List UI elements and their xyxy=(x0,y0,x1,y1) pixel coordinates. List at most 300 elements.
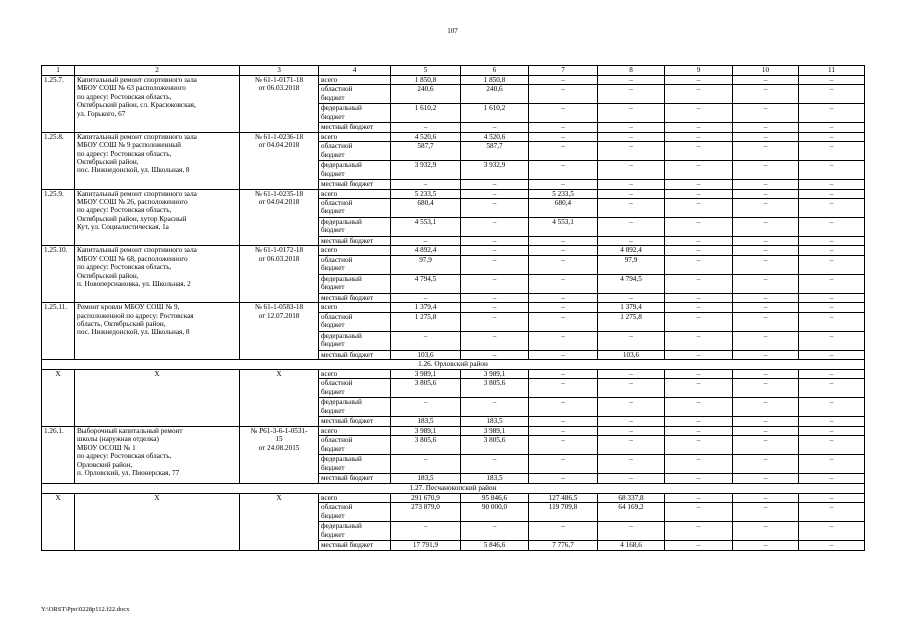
value-cell: 1 275,8 xyxy=(598,312,665,331)
value-cell: – xyxy=(598,142,665,161)
value-cell: – xyxy=(598,455,665,474)
value-cell: – xyxy=(733,370,799,379)
value-cell: – xyxy=(799,161,865,180)
value-cell: 587,7 xyxy=(391,142,461,161)
value-cell: 1 850,8 xyxy=(461,76,529,85)
value-cell: – xyxy=(733,350,799,359)
value-cell: 291 670,9 xyxy=(391,493,461,502)
budget-label: всего xyxy=(319,132,391,141)
value-cell: 4 168,6 xyxy=(598,541,665,550)
header-cell: 10 xyxy=(733,66,799,76)
table-row xyxy=(42,493,865,502)
value-cell: – xyxy=(529,85,598,104)
value-cell: – xyxy=(799,189,865,198)
value-cell: – xyxy=(733,398,799,417)
value-cell: – xyxy=(799,293,865,302)
budget-label: федеральный бюджет xyxy=(319,331,391,350)
value-cell: 4 794,5 xyxy=(598,274,665,293)
value-cell: – xyxy=(461,218,529,237)
budget-label: областной бюджет xyxy=(319,255,391,274)
header-cell: 8 xyxy=(598,66,665,76)
value-cell: – xyxy=(799,379,865,398)
value-cell: – xyxy=(665,85,733,104)
value-cell: – xyxy=(665,455,733,474)
table-row xyxy=(42,189,865,198)
value-cell: 103,6 xyxy=(391,350,461,359)
value-cell: 95 846,6 xyxy=(461,493,529,502)
value-cell: 1 379,4 xyxy=(391,303,461,312)
value-cell: – xyxy=(391,237,461,246)
item-number: 1.26.1. xyxy=(42,426,75,483)
value-cell: – xyxy=(799,199,865,218)
item-number: 1.25.9. xyxy=(42,189,75,246)
value-cell: – xyxy=(799,503,865,522)
value-cell: 240,6 xyxy=(461,85,529,104)
page-number: 107 xyxy=(447,27,458,35)
value-cell: – xyxy=(733,246,799,255)
item-number: 1.25.10. xyxy=(42,246,75,303)
budget-label: местный бюджет xyxy=(319,474,391,483)
value-cell: 183,5 xyxy=(391,417,461,426)
value-cell: – xyxy=(598,85,665,104)
value-cell: – xyxy=(461,123,529,132)
table-row xyxy=(42,303,865,312)
value-cell: – xyxy=(733,331,799,350)
value-cell: – xyxy=(665,142,733,161)
budget-label: всего xyxy=(319,189,391,198)
header-cell: 5 xyxy=(391,66,461,76)
value-cell: – xyxy=(598,132,665,141)
value-cell: – xyxy=(598,161,665,180)
value-cell: 3 989,1 xyxy=(461,426,529,435)
value-cell: – xyxy=(799,132,865,141)
budget-label: областной бюджет xyxy=(319,142,391,161)
value-cell: – xyxy=(733,293,799,302)
budget-label: федеральный бюджет xyxy=(319,104,391,123)
value-cell: – xyxy=(799,180,865,189)
value-cell: – xyxy=(665,76,733,85)
value-cell: 4 892,4 xyxy=(598,246,665,255)
value-cell: – xyxy=(733,541,799,550)
value-cell: 5 233,5 xyxy=(391,189,461,198)
value-cell: – xyxy=(799,312,865,331)
item-name: Х xyxy=(75,493,240,550)
value-cell: – xyxy=(529,312,598,331)
value-cell: – xyxy=(529,522,598,541)
value-cell: 680,4 xyxy=(529,199,598,218)
value-cell: – xyxy=(799,303,865,312)
value-cell: – xyxy=(733,85,799,104)
value-cell: – xyxy=(391,180,461,189)
budget-label: областной бюджет xyxy=(319,379,391,398)
item-document: № Р61-3-6-1-0531- 15 от 24.08.2015 xyxy=(240,426,319,483)
budget-label: всего xyxy=(319,76,391,85)
value-cell: – xyxy=(598,331,665,350)
value-cell: – xyxy=(665,474,733,483)
value-cell: 1 850,8 xyxy=(391,76,461,85)
header-cell: 11 xyxy=(799,66,865,76)
item-name: Х xyxy=(75,370,240,427)
value-cell: – xyxy=(733,180,799,189)
value-cell: – xyxy=(665,303,733,312)
item-name: Капитальный ремонт спортивного зала МБОУ СОШ № 68, расположенного по адресу: Ростовская область, Октябрьский район, п. Новоперсиановка, ул. Школьная, 2 xyxy=(75,246,240,303)
value-cell: – xyxy=(529,370,598,379)
budget-label: местный бюджет xyxy=(319,237,391,246)
value-cell: – xyxy=(733,417,799,426)
item-number: 1.25.7. xyxy=(42,76,75,133)
value-cell: – xyxy=(733,436,799,455)
value-cell: – xyxy=(665,398,733,417)
value-cell: – xyxy=(799,274,865,293)
item-name: Капитальный ремонт спортивного зала МБОУ СОШ № 63 расположенного по адресу: Ростовская область, Октябрьский район, сл. Красюковская, ул. Горького, 67 xyxy=(75,76,240,133)
value-cell: – xyxy=(598,123,665,132)
value-cell: – xyxy=(461,199,529,218)
header-row xyxy=(42,66,865,76)
value-cell: 7 776,7 xyxy=(529,541,598,550)
value-cell: 3 805,6 xyxy=(461,436,529,455)
value-cell: – xyxy=(529,379,598,398)
value-cell: – xyxy=(598,370,665,379)
value-cell: – xyxy=(391,522,461,541)
value-cell: – xyxy=(733,455,799,474)
value-cell: – xyxy=(799,436,865,455)
value-cell: – xyxy=(391,331,461,350)
value-cell: – xyxy=(598,474,665,483)
value-cell: – xyxy=(665,237,733,246)
value-cell: – xyxy=(665,522,733,541)
item-number: 1.25.8. xyxy=(42,132,75,189)
value-cell: 183,5 xyxy=(461,474,529,483)
table-row xyxy=(42,246,865,255)
value-cell: – xyxy=(799,350,865,359)
value-cell: – xyxy=(598,237,665,246)
value-cell: – xyxy=(391,398,461,417)
value-cell: 3 805,6 xyxy=(461,379,529,398)
value-cell: – xyxy=(461,237,529,246)
item-name: Выборочный капитальный ремонт школы (наружная отделка) МБОУ ОСОШ № 1 по адресу: Ростовская область, Орловский район, п. Орловский, ул. Пионерская, 77 xyxy=(75,426,240,483)
item-number: 1.25.11. xyxy=(42,303,75,360)
value-cell: – xyxy=(733,493,799,502)
value-cell: – xyxy=(665,246,733,255)
value-cell: – xyxy=(665,541,733,550)
value-cell: – xyxy=(598,189,665,198)
value-cell: – xyxy=(529,293,598,302)
table-row xyxy=(42,76,865,85)
value-cell: – xyxy=(733,522,799,541)
value-cell: – xyxy=(799,237,865,246)
value-cell: – xyxy=(598,417,665,426)
budget-label: областной бюджет xyxy=(319,199,391,218)
budget-label: федеральный бюджет xyxy=(319,218,391,237)
value-cell: 97,9 xyxy=(391,255,461,274)
value-cell: – xyxy=(598,398,665,417)
header-cell: 1 xyxy=(42,66,75,76)
value-cell: – xyxy=(529,455,598,474)
value-cell: – xyxy=(799,455,865,474)
value-cell: – xyxy=(665,180,733,189)
value-cell: – xyxy=(733,161,799,180)
value-cell: 64 169,2 xyxy=(598,503,665,522)
value-cell: – xyxy=(799,426,865,435)
budget-label: местный бюджет xyxy=(319,541,391,550)
value-cell: – xyxy=(461,522,529,541)
budget-label: местный бюджет xyxy=(319,123,391,132)
value-cell: – xyxy=(733,237,799,246)
footer-file-path: Y:\ORST\Ppo\0228p112.f22.docx xyxy=(41,606,130,613)
value-cell: – xyxy=(529,123,598,132)
value-cell: – xyxy=(529,303,598,312)
value-cell: – xyxy=(598,293,665,302)
budget-label: областной бюджет xyxy=(319,436,391,455)
budget-table xyxy=(41,65,865,551)
value-cell: 3 805,6 xyxy=(391,379,461,398)
value-cell: – xyxy=(733,142,799,161)
value-cell: 1 610,2 xyxy=(461,104,529,123)
value-cell: – xyxy=(598,522,665,541)
value-cell: – xyxy=(461,350,529,359)
value-cell: – xyxy=(799,417,865,426)
value-cell: – xyxy=(665,426,733,435)
item-number: Х xyxy=(42,493,75,550)
value-cell: 3 932,9 xyxy=(461,161,529,180)
value-cell: – xyxy=(391,293,461,302)
value-cell: – xyxy=(799,246,865,255)
value-cell: – xyxy=(665,350,733,359)
value-cell: – xyxy=(665,274,733,293)
value-cell: – xyxy=(461,293,529,302)
value-cell: – xyxy=(391,455,461,474)
budget-label: федеральный бюджет xyxy=(319,522,391,541)
budget-label: федеральный бюджет xyxy=(319,161,391,180)
item-name: Капитальный ремонт спортивного зала МБОУ СОШ № 26, расположенного по адресу: Ростовская область, Октябрьский район, хутор Красный Кут, ул. Социалистическая, 1а xyxy=(75,189,240,246)
value-cell: 183,5 xyxy=(461,417,529,426)
value-cell: – xyxy=(665,503,733,522)
value-cell: – xyxy=(529,237,598,246)
value-cell: – xyxy=(529,76,598,85)
value-cell: – xyxy=(665,417,733,426)
value-cell: – xyxy=(461,312,529,331)
item-number: Х xyxy=(42,370,75,427)
budget-label: всего xyxy=(319,246,391,255)
value-cell: – xyxy=(733,76,799,85)
value-cell: – xyxy=(733,189,799,198)
value-cell: 3 989,1 xyxy=(461,370,529,379)
value-cell: – xyxy=(461,255,529,274)
budget-label: всего xyxy=(319,493,391,502)
value-cell: – xyxy=(598,199,665,218)
value-cell: – xyxy=(733,199,799,218)
value-cell: 1 379,4 xyxy=(598,303,665,312)
value-cell: – xyxy=(529,274,598,293)
value-cell: – xyxy=(665,293,733,302)
value-cell: – xyxy=(461,274,529,293)
value-cell: – xyxy=(733,255,799,274)
value-cell: – xyxy=(665,312,733,331)
value-cell: 3 989,1 xyxy=(391,426,461,435)
value-cell: – xyxy=(665,436,733,455)
value-cell: – xyxy=(529,142,598,161)
budget-label: местный бюджет xyxy=(319,350,391,359)
value-cell: – xyxy=(529,161,598,180)
value-cell: – xyxy=(598,180,665,189)
item-document: № 61-1-0172-18 от 06.03.2018 xyxy=(240,246,319,303)
value-cell: – xyxy=(733,104,799,123)
value-cell: – xyxy=(665,218,733,237)
budget-label: областной бюджет xyxy=(319,85,391,104)
value-cell: – xyxy=(733,426,799,435)
value-cell: – xyxy=(799,474,865,483)
value-cell: – xyxy=(799,331,865,350)
value-cell: – xyxy=(598,379,665,398)
value-cell: – xyxy=(665,370,733,379)
value-cell: 3 932,9 xyxy=(391,161,461,180)
value-cell: – xyxy=(529,132,598,141)
value-cell: 587,7 xyxy=(461,142,529,161)
value-cell: – xyxy=(665,189,733,198)
value-cell: 90 000,0 xyxy=(461,503,529,522)
value-cell: 4 892,4 xyxy=(391,246,461,255)
value-cell: – xyxy=(461,398,529,417)
value-cell: – xyxy=(733,379,799,398)
budget-label: всего xyxy=(319,370,391,379)
value-cell: 17 791,9 xyxy=(391,541,461,550)
value-cell: – xyxy=(665,104,733,123)
value-cell: 1 610,2 xyxy=(391,104,461,123)
value-cell: – xyxy=(799,370,865,379)
budget-label: федеральный бюджет xyxy=(319,398,391,417)
value-cell: – xyxy=(529,180,598,189)
value-cell: – xyxy=(665,331,733,350)
value-cell: – xyxy=(799,493,865,502)
value-cell: – xyxy=(529,398,598,417)
value-cell: – xyxy=(733,303,799,312)
value-cell: – xyxy=(598,218,665,237)
value-cell: 183,5 xyxy=(391,474,461,483)
value-cell: – xyxy=(529,474,598,483)
value-cell: – xyxy=(799,142,865,161)
value-cell: 119 709,8 xyxy=(529,503,598,522)
section-title: 1.27. Песчанокопский район xyxy=(42,483,865,493)
value-cell: 4 520,6 xyxy=(461,132,529,141)
value-cell: 3 805,6 xyxy=(391,436,461,455)
value-cell: – xyxy=(529,246,598,255)
value-cell: – xyxy=(461,455,529,474)
value-cell: – xyxy=(665,255,733,274)
value-cell: – xyxy=(598,76,665,85)
value-cell: – xyxy=(391,123,461,132)
section-title: 1.26. Орловский район xyxy=(42,360,865,370)
value-cell: – xyxy=(733,218,799,237)
value-cell: – xyxy=(598,426,665,435)
value-cell: – xyxy=(799,398,865,417)
item-document: № 61-1-0235-18 от 04.04.2018 xyxy=(240,189,319,246)
item-document: № 61-1-0236-18 от 04.04.2018 xyxy=(240,132,319,189)
value-cell: – xyxy=(529,255,598,274)
header-cell: 2 xyxy=(75,66,240,76)
value-cell: – xyxy=(598,436,665,455)
table-row xyxy=(42,426,865,435)
value-cell: – xyxy=(461,180,529,189)
table-row xyxy=(42,370,865,379)
value-cell: 4 520,6 xyxy=(391,132,461,141)
budget-label: областной бюджет xyxy=(319,503,391,522)
value-cell: – xyxy=(598,104,665,123)
value-cell: – xyxy=(733,123,799,132)
budget-label: федеральный бюджет xyxy=(319,274,391,293)
header-cell: 4 xyxy=(319,66,391,76)
value-cell: – xyxy=(799,85,865,104)
item-document: Х xyxy=(240,370,319,427)
value-cell: 3 989,1 xyxy=(391,370,461,379)
header-cell: 6 xyxy=(461,66,529,76)
value-cell: 5 233,5 xyxy=(529,189,598,198)
value-cell: – xyxy=(529,426,598,435)
value-cell: – xyxy=(461,303,529,312)
value-cell: – xyxy=(799,522,865,541)
table-row xyxy=(42,132,865,141)
item-document: Х xyxy=(240,493,319,550)
budget-label: федеральный бюджет xyxy=(319,455,391,474)
section-row xyxy=(42,483,865,493)
value-cell: – xyxy=(733,274,799,293)
item-name: Капитальный ремонт спортивного зала МБОУ СОШ № 9 расположенный по адресу: Ростовская область, Октябрьский район, пос. Нижнедонской, ул. Школьная, 8 xyxy=(75,132,240,189)
value-cell: – xyxy=(799,76,865,85)
budget-label: местный бюджет xyxy=(319,180,391,189)
value-cell: – xyxy=(665,493,733,502)
value-cell: – xyxy=(665,199,733,218)
budget-label: местный бюджет xyxy=(319,417,391,426)
value-cell: – xyxy=(799,123,865,132)
header-cell: 9 xyxy=(665,66,733,76)
header-cell: 3 xyxy=(240,66,319,76)
value-cell: – xyxy=(461,331,529,350)
value-cell: 5 846,6 xyxy=(461,541,529,550)
value-cell: 127 486,5 xyxy=(529,493,598,502)
value-cell: – xyxy=(733,312,799,331)
value-cell: – xyxy=(529,331,598,350)
item-document: № 61-1-0583-18 от 12.07.2018 xyxy=(240,303,319,360)
value-cell: 4 553,1 xyxy=(529,218,598,237)
header-cell: 7 xyxy=(529,66,598,76)
value-cell: – xyxy=(529,417,598,426)
value-cell: – xyxy=(799,255,865,274)
value-cell: – xyxy=(529,436,598,455)
value-cell: 4 553,1 xyxy=(391,218,461,237)
value-cell: – xyxy=(461,189,529,198)
budget-label: местный бюджет xyxy=(319,293,391,302)
value-cell: – xyxy=(665,123,733,132)
value-cell: – xyxy=(733,474,799,483)
value-cell: 4 794,5 xyxy=(391,274,461,293)
value-cell: 1 275,8 xyxy=(391,312,461,331)
value-cell: – xyxy=(529,350,598,359)
value-cell: – xyxy=(529,104,598,123)
value-cell: 680,4 xyxy=(391,199,461,218)
value-cell: 103,6 xyxy=(598,350,665,359)
value-cell: 68 337,8 xyxy=(598,493,665,502)
value-cell: – xyxy=(733,132,799,141)
value-cell: 240,6 xyxy=(391,85,461,104)
value-cell: – xyxy=(665,379,733,398)
budget-label: областной бюджет xyxy=(319,312,391,331)
item-name: Ремонт кровли МБОУ СОШ № 9, расположенной по адресу: Ростовская область, Октябрьский район, пос. Нижнедонской, ул. Школьная, 8 xyxy=(75,303,240,360)
value-cell: – xyxy=(665,161,733,180)
section-row xyxy=(42,360,865,370)
value-cell: – xyxy=(665,132,733,141)
budget-label: всего xyxy=(319,426,391,435)
budget-label: всего xyxy=(319,303,391,312)
value-cell: 97,9 xyxy=(598,255,665,274)
